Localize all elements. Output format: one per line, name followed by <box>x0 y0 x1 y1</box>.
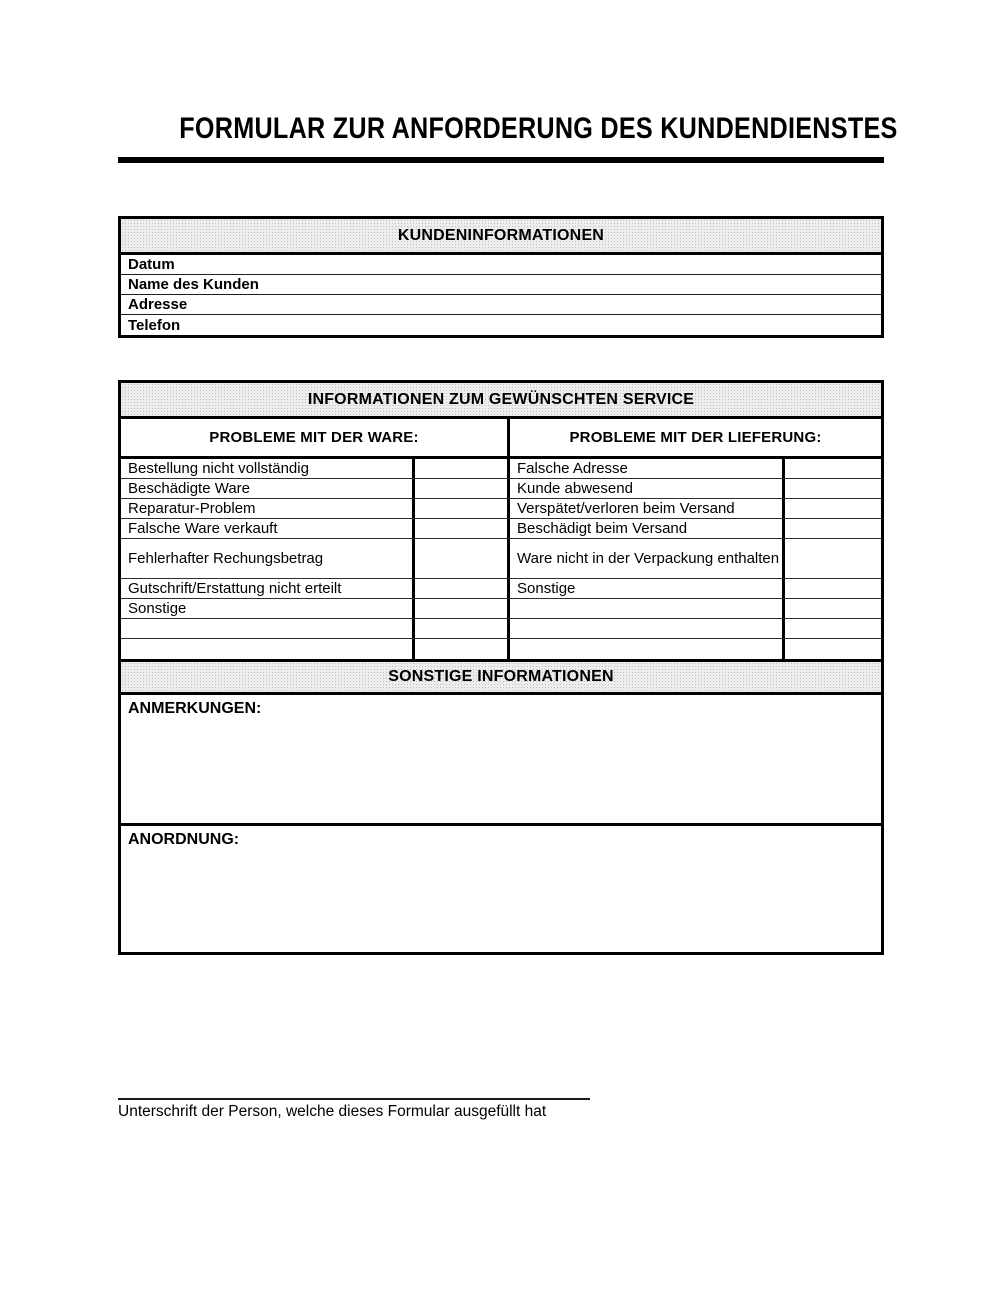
datum-label: Datum <box>128 256 175 273</box>
ware-checkbox-cell[interactable] <box>415 579 510 598</box>
ware-problem-label: Beschädigte Ware <box>121 479 415 498</box>
ware-problem-label: Gutschrift/Erstattung nicht erteilt <box>121 579 415 598</box>
customer-field-row <box>121 315 881 335</box>
signature-line[interactable] <box>118 1083 590 1100</box>
name-des-kunden-label: Name des Kunden <box>128 276 259 293</box>
ware-problem-label: Reparatur-Problem <box>121 499 415 518</box>
datum-input[interactable] <box>175 255 881 274</box>
customer-field-row <box>121 275 881 295</box>
problem-row <box>121 619 881 639</box>
ware-checkbox-cell[interactable] <box>415 459 510 478</box>
lieferung-empty-cell[interactable] <box>510 599 785 618</box>
telefon-label: Telefon <box>128 316 181 334</box>
anmerkungen-area[interactable] <box>121 695 881 826</box>
lieferung-checkbox-cell[interactable] <box>785 519 881 538</box>
lieferung-checkbox-cell[interactable] <box>785 599 881 618</box>
anordnung-label: ANORDNUNG: <box>128 831 240 848</box>
problem-row <box>121 579 881 599</box>
adresse-input[interactable] <box>187 295 881 314</box>
signature-caption: Unterschrift der Person, welche dieses Formular ausgefüllt hat <box>118 1103 547 1120</box>
ware-problem-label: Bestellung nicht vollständig <box>121 459 415 478</box>
ware-problem-label: Sonstige <box>121 599 415 618</box>
lieferung-problem-label: Verspätet/verloren beim Versand <box>510 499 785 518</box>
lieferung-checkbox-cell[interactable] <box>785 459 881 478</box>
ware-checkbox-cell[interactable] <box>415 519 510 538</box>
ware-checkbox-cell[interactable] <box>415 539 510 578</box>
ware-empty-cell[interactable] <box>121 639 415 659</box>
anordnung-area[interactable] <box>121 826 881 952</box>
problem-row <box>121 459 881 479</box>
problem-row <box>121 499 881 519</box>
problem-row <box>121 539 881 579</box>
ware-checkbox-cell[interactable] <box>415 499 510 518</box>
ware-checkbox-cell[interactable] <box>415 599 510 618</box>
ware-column-header: PROBLEME MIT DER WARE: <box>121 419 510 456</box>
adresse-label: Adresse <box>128 296 188 313</box>
problem-column-headers <box>121 419 881 459</box>
lieferung-empty-cell[interactable] <box>510 619 785 638</box>
ware-empty-cell[interactable] <box>121 619 415 638</box>
lieferung-checkbox-cell[interactable] <box>785 639 881 659</box>
customer-field-row <box>121 295 881 315</box>
ware-checkbox-cell[interactable] <box>415 639 510 659</box>
ware-checkbox-cell[interactable] <box>415 619 510 638</box>
service-info-header: INFORMATIONEN ZUM GEWÜNSCHTEN SERVICE <box>121 383 881 419</box>
lieferung-checkbox-cell[interactable] <box>785 499 881 518</box>
ware-checkbox-cell[interactable] <box>415 479 510 498</box>
problem-row <box>121 599 881 619</box>
name-des-kunden-input[interactable] <box>259 275 881 294</box>
page-title: FORMULAR ZUR ANFORDERUNG DES KUNDENDIENSTES <box>179 112 898 145</box>
lieferung-checkbox-cell[interactable] <box>785 579 881 598</box>
anmerkungen-label: ANMERKUNGEN: <box>128 700 262 717</box>
lieferung-checkbox-cell[interactable] <box>785 619 881 638</box>
problem-row <box>121 479 881 499</box>
customer-field-row <box>121 255 881 275</box>
customer-info-table <box>118 216 884 338</box>
problem-row <box>121 519 881 539</box>
lieferung-column-header: PROBLEME MIT DER LIEFERUNG: <box>569 429 822 446</box>
telefon-input[interactable] <box>180 315 881 335</box>
lieferung-problem-label: Falsche Adresse <box>510 459 785 478</box>
lieferung-checkbox-cell[interactable] <box>785 539 881 578</box>
problem-row <box>121 639 881 659</box>
customer-info-header: KUNDENINFORMATIONEN <box>121 219 881 255</box>
lieferung-problem-label: Kunde abwesend <box>510 479 785 498</box>
title-divider <box>118 157 884 163</box>
problem-rows <box>121 459 881 662</box>
ware-problem-label: Falsche Ware verkauft <box>121 519 415 538</box>
lieferung-checkbox-cell[interactable] <box>785 479 881 498</box>
lieferung-empty-cell[interactable] <box>510 639 785 659</box>
lieferung-problem-label: Ware nicht in der Verpackung enthalten <box>510 539 785 578</box>
ware-problem-label: Fehlerhafter Rechungsbetrag <box>121 539 415 578</box>
service-info-table <box>118 380 884 955</box>
lieferung-problem-label: Beschädigt beim Versand <box>510 519 785 538</box>
other-info-header: SONSTIGE INFORMATIONEN <box>121 662 881 695</box>
lieferung-problem-label: Sonstige <box>510 579 785 598</box>
